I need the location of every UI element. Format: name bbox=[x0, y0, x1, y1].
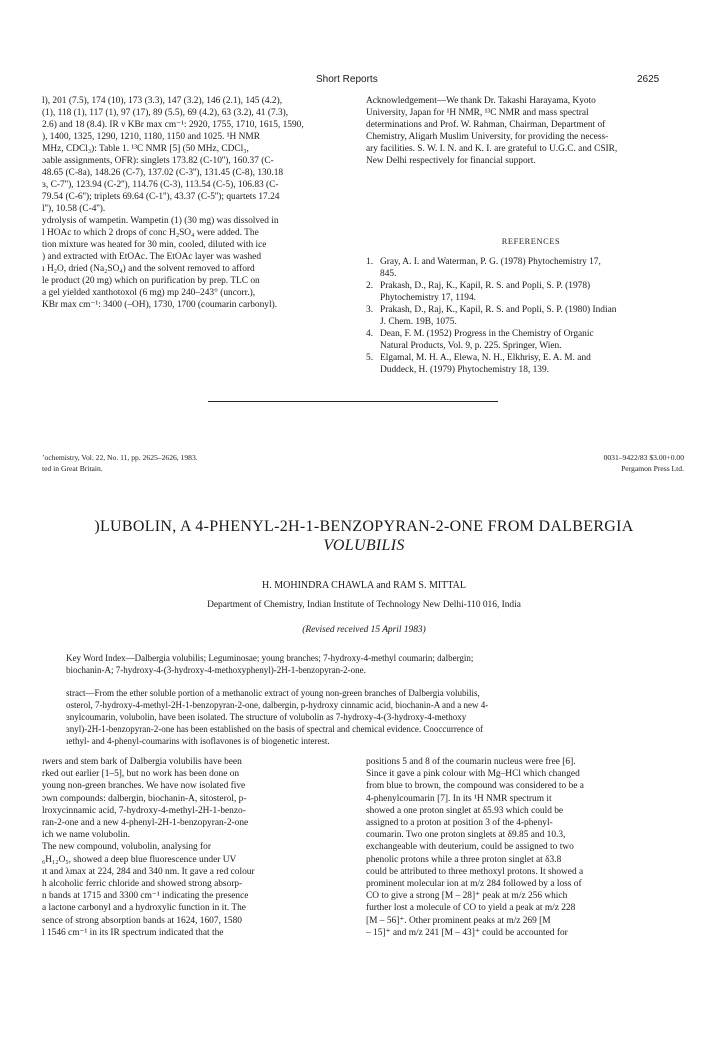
reference-text: Phytochemistry 17, 1194. bbox=[380, 293, 477, 303]
text-line: ıt and λmax at 224, 284 and 340 nm. It gave a red colour bbox=[42, 866, 255, 877]
text-line: from blue to brown, the compound was considered to be a bbox=[366, 781, 584, 792]
text-line: ), 1400, 1325, 1290, 1210, 1180, 1150 and 1025. ¹H NMR bbox=[42, 132, 260, 142]
text-line: ɔwn compounds: dalbergin, biochanin-A, sitosterol, p- bbox=[42, 793, 247, 804]
text-line: lroxycinnamic acid, 7-hydroxy-4-methyl-2H-1-benzo- bbox=[42, 805, 246, 816]
text-line: coumarin. Two one proton singlets at δ9.85 and 10.3, bbox=[366, 830, 566, 841]
text-line: h alcoholic ferric chloride and showed strong absorp- bbox=[42, 879, 243, 889]
text-line: 2.6) and 18 (8.4). IR ν KBr max cm⁻¹: 2920, 1755, 1710, 1615, 1590, bbox=[42, 120, 304, 130]
keywords-line2: biochanin-A; 7-hydroxy-4-(3-hydroxy-4-methoxyphenyl)-2H-1-benzopyran-2-one. bbox=[66, 665, 366, 675]
reference-number: 1. bbox=[366, 257, 374, 267]
text-line: ı H₂O, dried (Na₂SO₄) and the solvent removed to afford bbox=[42, 264, 255, 274]
printed-in: ted in Great Britain. bbox=[42, 464, 103, 473]
text-line: ɜnylcoumarin, volubolin, have been isolated. The structure of volubolin as 7-hydroxy-4-(3-hydroxy-4-methoxy bbox=[66, 712, 467, 722]
text-line: l''), 10.58 (C-4''). bbox=[42, 204, 106, 214]
journal-price: 0031–9422/83 $3.00+0.00 bbox=[603, 453, 684, 462]
text-line: could be attributed to three methoxyl protons. It showed a bbox=[366, 866, 584, 877]
text-line: [M – 56]⁺. Other prominent peaks at m/z 269 [M bbox=[366, 915, 551, 926]
text-line: ) and extracted with EtOAc. The EtOAc layer was washed bbox=[42, 252, 262, 262]
authors: H. MOHINDRA CHAWLA and RAM S. MITTAL bbox=[262, 580, 466, 591]
text-line: CO to give a strong [M – 28]⁺ peak at m/z 256 which bbox=[366, 891, 568, 902]
text-line: l HOAc to which 2 drops of conc H₂SO₄ were added. The bbox=[42, 228, 259, 238]
text-line: rked out earlier [1–5], but no work has been done on bbox=[42, 769, 240, 780]
reference-text: Dean, F. M. (1952) Progress in the Chemistry of Organic bbox=[380, 329, 594, 339]
text-line: a lactone carbonyl and a hydroxylic function in it. The bbox=[42, 903, 246, 914]
text-line: tion mixture was heated for 30 min, cooled, diluted with ice bbox=[42, 240, 267, 250]
text-line: young non-green branches. We have now isolated five bbox=[42, 781, 246, 792]
reference-text: Duddeck, H. (1979) Phytochemistry 18, 139. bbox=[380, 365, 549, 375]
text-line: KBr max cm⁻¹: 3400 (–OH), 1730, 1700 (coumarin carbonyl). bbox=[42, 300, 278, 310]
revised-date: (Revised received 15 April 1983) bbox=[302, 625, 426, 635]
reference-text: 845. bbox=[380, 269, 397, 279]
references-heading: REFERENCES bbox=[501, 237, 561, 246]
keywords-line1: Key Word Index—Dalbergia volubilis; Leguminosae; young branches; 7-hydroxy-4-methyl coumarin; dalbergin; bbox=[66, 653, 474, 663]
text-line: Acknowledgement—We thank Dr. Takashi Harayama, Kyoto bbox=[366, 96, 596, 106]
text-line: ɔable assignments, OFR): singlets 173.82 (C-10''), 160.37 (C- bbox=[42, 156, 274, 166]
text-line: The new compound, volubolin, analysing for bbox=[42, 842, 211, 853]
text-line: n bands at 1715 and 3300 cm⁻¹ indicating the presence bbox=[42, 891, 249, 902]
text-line: New Delhi respectively for financial support. bbox=[366, 156, 536, 166]
text-line: 4-phenylcoumarin [7]. In its ¹H NMR spectrum it bbox=[366, 793, 552, 804]
text-line: University, Japan for ¹H NMR, ¹³C NMR and mass spectral bbox=[366, 108, 589, 118]
text-line: l 1546 cm⁻¹ in its IR spectrum indicated that the bbox=[42, 927, 224, 938]
reference-text: Natural Products, Vol. 9, p. 225. Springer, Wien. bbox=[380, 341, 562, 351]
reference-number: 4. bbox=[366, 329, 374, 339]
running-header: Short Reports bbox=[316, 74, 378, 85]
text-line: prominent molecular ion at m/z 284 followed by a loss of bbox=[366, 879, 582, 889]
text-line: 48.65 (C-8a), 148.26 (C-7), 137.02 (C-3''), 131.45 (C-8), 130.18 bbox=[42, 168, 284, 178]
text-line: exchangeable with deuterium, could be assigned to two bbox=[366, 842, 574, 853]
text-line: (1), 118 (1), 117 (1), 97 (17), 89 (5.5), 69 (4.2), 63 (3.2), 41 (7.3), bbox=[42, 108, 289, 118]
text-line: MHz, CDCl₃): Table 1. ¹³C NMR [5] (50 MHz, CDCl₃, bbox=[42, 144, 249, 154]
text-line: osterol, 7-hydroxy-4-methyl-2H-1-benzopyran-2-one, dalbergin, p-hydroxy cinnamic acid, biochanin-A and a new 4- bbox=[66, 700, 489, 710]
text-line: ich we name volubolin. bbox=[42, 830, 131, 841]
text-line: determinations and Prof. W. Rahman, Chairman, Department of bbox=[366, 120, 606, 130]
text-line: Chemistry, Aligarh Muslim University, for providing the necess- bbox=[366, 132, 609, 142]
reference-text: Prakash, D., Raj, K., Kapil, R. S. and Popli, S. P. (1978) bbox=[380, 281, 591, 291]
text-line: ary facilities. S. W. I. N. and K. I. are grateful to U.G.C. and CSIR, bbox=[366, 144, 618, 154]
text-line: ydrolysis of wampetin. Wampetin (1) (30 mg) was dissolved in bbox=[42, 216, 279, 226]
reference-text: Gray, A. I. and Waterman, P. G. (1978) Phytochemistry 17, bbox=[380, 257, 601, 267]
text-line: ɜnyl)-2H-1-benzopyran-2-one has been established on the basis of spectral and chemical evidence. Cooccurrence of bbox=[66, 724, 484, 734]
reference-text: J. Chem. 19B, 1075. bbox=[380, 317, 457, 327]
text-line: 79.54 (C-6''); triplets 69.64 (C-1''), 43.37 (C-5''); quartets 17.24 bbox=[42, 192, 280, 202]
reference-number: 3. bbox=[366, 305, 374, 315]
text-line: sence of strong absorption bands at 1624, 1607, 1580 bbox=[42, 915, 242, 926]
article-title-line1: )LUBOLIN, A 4-PHENYL-2H-1-BENZOPYRAN-2-ONE FROM DALBERGIA bbox=[94, 518, 634, 535]
page-number: 2625 bbox=[637, 74, 660, 85]
text-line: stract—From the ether soluble portion of a methanolic extract of young non-green branches of Dalbergia volubilis, bbox=[66, 688, 480, 698]
reference-text: Elgamal, M. H. A., Elewa, N. H., Elkhrisy, E. A. M. and bbox=[380, 353, 591, 363]
text-line: le product (20 mg) which on purification by prep. TLC on bbox=[42, 276, 260, 286]
reference-number: 5. bbox=[366, 353, 374, 363]
text-line: l), 201 (7.5), 174 (10), 173 (3.3), 147 (3.2), 146 (2.1), 145 (4.2), bbox=[42, 96, 283, 106]
text-line: assigned to a proton at position 3 of the 4-phenyl- bbox=[366, 818, 553, 828]
publisher: Pergamon Press Ltd. bbox=[621, 464, 684, 473]
article-title-line2: VOLUBILIS bbox=[323, 537, 405, 554]
text-line: ₆H₁₂O₅, showed a deep blue fluorescence under UV bbox=[42, 854, 237, 865]
text-line: further lost a molecule of CO to yield a peak at m/z 228 bbox=[366, 903, 576, 914]
text-line: – 15]⁺ and m/z 241 [M – 43]⁺ could be accounted for bbox=[366, 927, 568, 938]
text-line: Since it gave a pink colour with Mg–HCl which changed bbox=[366, 769, 580, 780]
reference-number: 2. bbox=[366, 281, 374, 291]
text-line: ıethyl- and 4-phenyl-coumarins with isoflavones is of biogenetic interest. bbox=[66, 736, 330, 746]
journal-citation: ʼochemistry, Vol. 22, No. 11, pp. 2625–2626, 1983. bbox=[42, 453, 198, 462]
text-line: a gel yielded xanthotoxol (6 mg) mp 240–243° (uncorr.), bbox=[42, 288, 256, 298]
text-line: ɜ, C-7''), 123.94 (C-2''), 114.76 (C-3), 113.54 (C-5), 106.83 (C- bbox=[42, 180, 279, 190]
text-line: showed a one proton singlet at δ5.93 which could be bbox=[366, 805, 564, 816]
reference-text: Prakash, D., Raj, K., Kapil, R. S. and Popli, S. P. (1980) Indian bbox=[380, 305, 617, 315]
text-line: positions 5 and 8 of the coumarin nucleus were free [6]. bbox=[366, 757, 576, 767]
text-line: phenolic protons while a three proton singlet at δ3.8 bbox=[366, 854, 562, 865]
section-divider bbox=[208, 401, 498, 402]
text-line: ɪwers and stem bark of Dalbergia volubilis have been bbox=[42, 757, 242, 767]
affiliation: Department of Chemistry, Indian Institute of Technology New Delhi-110 016, India bbox=[207, 600, 521, 610]
text-line: ran-2-one and a new 4-phenyl-2H-1-benzopyran-2-one bbox=[42, 818, 249, 828]
